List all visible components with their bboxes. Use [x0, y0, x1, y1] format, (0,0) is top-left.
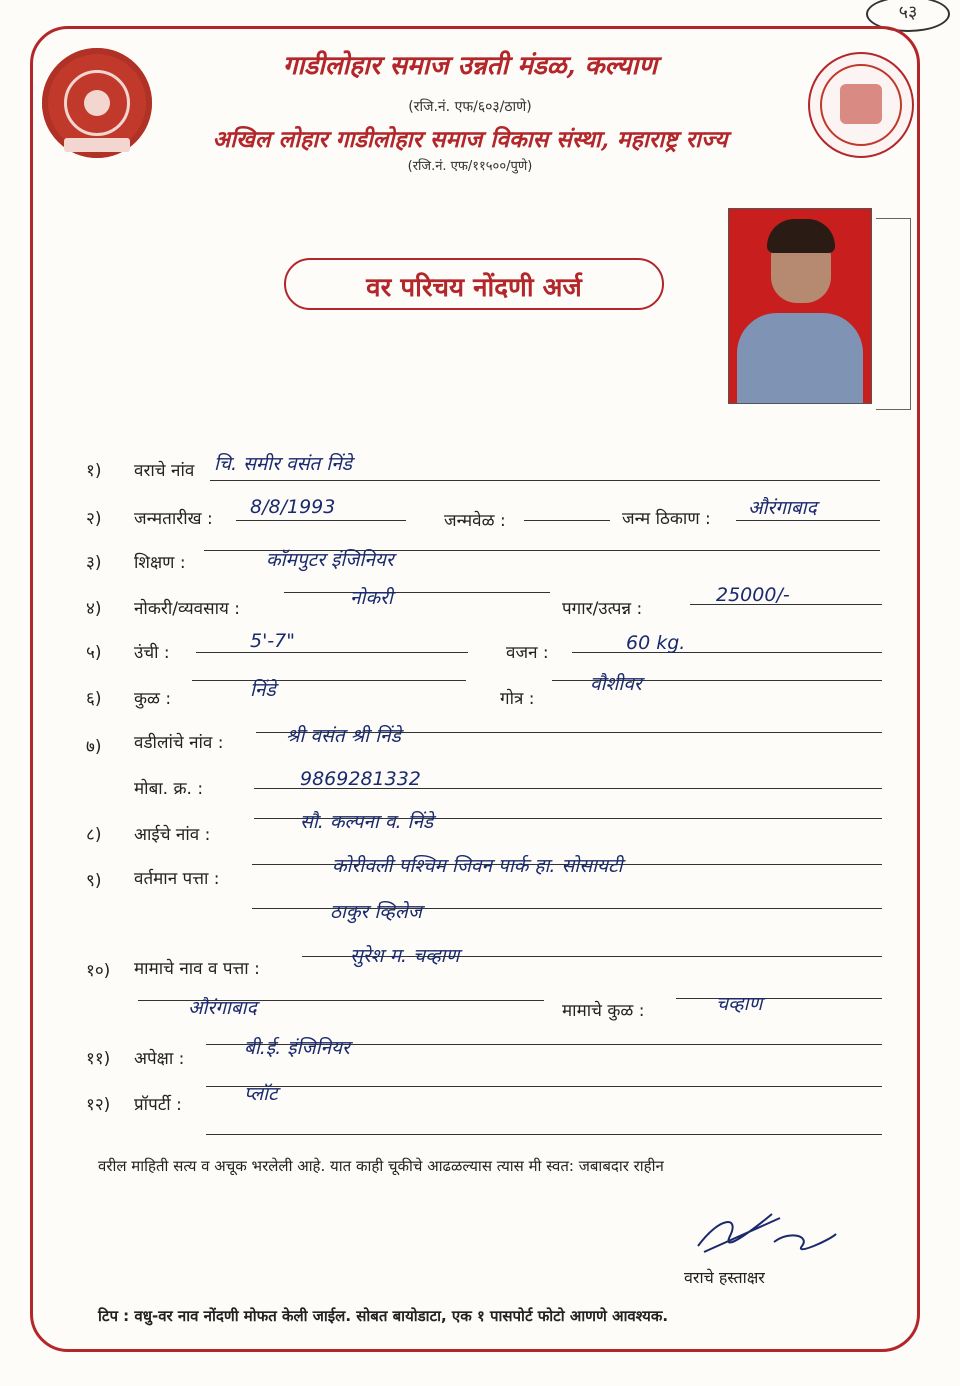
weight-line: [572, 652, 882, 653]
page-number-mark: ५३: [866, 0, 950, 32]
field-12-number: १२): [86, 1095, 111, 1115]
occupation-line: [284, 592, 550, 593]
property-value: प्लॉट: [244, 1083, 278, 1105]
field-1-number: १): [86, 461, 102, 481]
occupation-label: नोकरी/व्यवसाय :: [134, 599, 240, 619]
birthdate-line: [236, 520, 406, 521]
birthplace-label: जन्म ठिकाण :: [622, 509, 711, 529]
expectation-label: अपेक्षा :: [134, 1049, 185, 1069]
photo-edge: [876, 218, 911, 410]
form-title-box: [284, 258, 664, 310]
declaration-text: वरील माहिती सत्य व अचूक भरलेली आहे. यात काही चूकीचे आढळल्यास त्यास मी स्वत: जबाबदार राहीन: [98, 1157, 664, 1175]
mobile-label: मोबा. क्र. :: [134, 779, 204, 799]
birth-time-label: जन्मवेळ :: [444, 511, 506, 531]
right-emblem-logo: [808, 52, 914, 158]
field-3-number: ३): [86, 553, 102, 573]
groom-name-value: चि. समीर वसंत निंडे: [214, 453, 352, 475]
birthplace-line: [736, 520, 880, 521]
signature-label: वराचे हस्ताक्षर: [684, 1268, 765, 1287]
mobile-value: 9869281332: [300, 768, 421, 790]
organization2-name: अखिल लोहार गाडीलोहार समाज विकास संस्था, महाराष्ट्र राज्य: [212, 126, 728, 153]
kul-value: निंडे: [250, 679, 276, 701]
income-value: 25000/-: [716, 584, 790, 606]
field-6-number: ६): [86, 689, 102, 709]
gotra-value: वौशीवर: [590, 673, 642, 695]
height-line: [196, 652, 468, 653]
occupation-value: नोकरी: [350, 587, 393, 609]
expectation-value: बी.ई. इंजिनियर: [244, 1037, 350, 1059]
footer-note: टिप : वधु-वर नाव नोंदणी मोफत केली जाईल. सोबत बायोडाटा, एक १ पासपोर्ट फोटो आणणे आवश्यक.: [98, 1307, 669, 1325]
education-label: शिक्षण :: [134, 553, 186, 573]
birthplace-value: औरंगाबाद: [748, 497, 817, 519]
groom-name-line: [210, 480, 880, 481]
organization-name: गाडीलोहार समाज उन्नती मंडळ, कल्याण: [282, 51, 658, 81]
kul-label: कुळ :: [134, 689, 172, 709]
mother-name-label: आईचे नांव :: [134, 825, 211, 845]
birth-time-line: [524, 520, 610, 521]
property-line-2: [206, 1134, 882, 1135]
form-title: वर परिचय नोंदणी अर्ज: [366, 273, 582, 303]
field-11-number: ११): [86, 1049, 111, 1069]
mother-name-value: सौ. कल्पना व. निंडे: [300, 811, 434, 833]
height-label: उंची :: [134, 643, 170, 663]
maternal-uncle-label: मामाचे नाव व पत्ता :: [134, 959, 260, 979]
groom-signature: [690, 1206, 840, 1264]
property-label: प्रॉपर्टी :: [134, 1095, 182, 1115]
field-7-number: ७): [86, 737, 102, 757]
field-10-number: १०): [86, 961, 111, 981]
maternal-kul-value: चव्हाण: [716, 993, 763, 1015]
address-value-1: कोरीवली पश्चिम जिवन पार्क हा. सोसायटी: [332, 855, 623, 877]
maternal-uncle-value-2: औरंगाबाद: [188, 997, 257, 1019]
income-label: पगार/उत्पन्न :: [562, 599, 643, 619]
field-8-number: ८): [86, 825, 102, 845]
groom-name-label: वराचे नांव: [134, 461, 195, 481]
address-label: वर्तमान पत्ता :: [134, 869, 220, 889]
gotra-label: गोत्र :: [500, 689, 535, 709]
father-name-value: श्री वसंत श्री निंडे: [286, 725, 401, 747]
kul-line: [192, 680, 466, 681]
address-value-2: ठाकुर व्हिलेज: [330, 901, 422, 923]
passport-photo: [728, 208, 872, 404]
field-5-number: ५): [86, 643, 102, 663]
weight-value: 60 kg.: [626, 632, 686, 654]
organization2-registration: (रजि.नं. एफ/११५००/पुणे): [407, 159, 533, 174]
height-value: 5'-7": [250, 630, 295, 652]
left-emblem-logo: [42, 48, 152, 158]
field-4-number: ४): [86, 599, 102, 619]
maternal-kul-line: [676, 998, 882, 999]
weight-label: वजन :: [506, 643, 549, 663]
father-name-label: वडीलांचे नांव :: [134, 733, 224, 753]
birthdate-value: 8/8/1993: [250, 496, 336, 518]
organization-registration: (रजि.नं. एफ/६०३/ठाणे): [408, 99, 532, 115]
field-9-number: ९): [86, 871, 102, 891]
maternal-uncle-value-1: सुरेश म. चव्हाण: [350, 945, 460, 967]
education-value: कॉमपुटर इंजिनियर: [266, 549, 394, 571]
field-2-number: २): [86, 509, 102, 529]
property-line-1: [206, 1086, 882, 1087]
maternal-kul-label: मामाचे कुळ :: [562, 1001, 645, 1021]
birthdate-label: जन्मतारीख :: [134, 509, 213, 529]
